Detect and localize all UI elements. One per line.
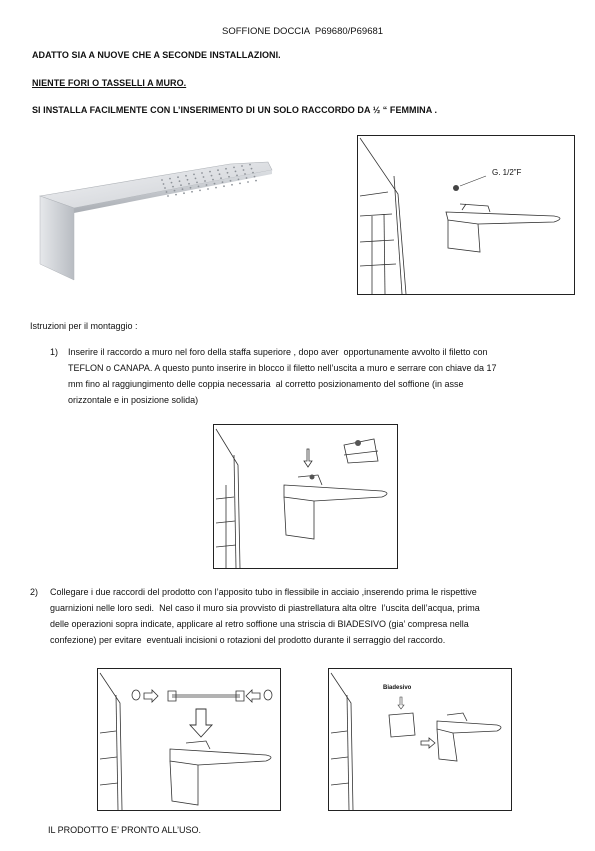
figure-adhesive-strip [328,668,512,811]
step-2-line: confezione) per evitare eventuali incisioni o rotazioni del prodotto durante il serraggio del raccordo. [50,635,446,645]
step-1-line: mm fino al raggiungimento delle coppia necessaria al corretto posizionamento del soffione (in asse [68,379,464,389]
figure-wall-fitting [357,135,575,295]
step-1-text [68,344,588,408]
figure-mounting [213,424,398,569]
step-1-line: Inserire il raccordo a muro nel foro della staffa superiore , dopo aver opportunamente avvolto il filetto con [68,347,488,357]
step-2-line: delle operazioni sopra indicate, applicare al retro soffione una striscia di BIADESIVO (gia’ compresa nella [50,619,469,629]
document-title: SOFFIONE DOCCIA P69680/P69681 [222,26,384,37]
closing-note: IL PRODOTTO E’ PRONTO ALL’USO. [48,825,202,835]
product-photo [30,134,282,292]
adhesive-label: Biadesivo [383,685,412,691]
heading-no-holes: NIENTE FORI O TASSELLI A MURO. [32,78,187,88]
figure-hose-connection [97,668,281,811]
thread-size-label: G. 1/2”F [492,168,522,177]
heading-fitting: SI INSTALLA FACILMENTE CON L’INSERIMENTO DI UN SOLO RACCORDO DA ½ “ FEMMINA . [32,105,438,115]
step-2-line: Collegare i due raccordi del prodotto con l’apposito tubo in flessibile in acciaio ,inserendo prima le rispettive [50,587,477,597]
heading-installations: ADATTO SIA A NUOVE CHE A SECONDE INSTALLAZIONI. [32,50,281,60]
step-1-number: 1) [50,347,59,357]
step-2-text [50,584,590,648]
step-1-line: TEFLON o CANAPA. A questo punto inserire in blocco il filetto nell’uscita a muro e serrare con chiave da 17 [68,363,497,373]
instructions-heading: Istruzioni per il montaggio : [30,321,138,331]
step-2-number: 2) [30,587,39,597]
step-2-line: guarnizioni nelle loro sedi. Nel caso il muro sia provvisto di piastrellatura alta oltre l’uscita dell’acqua, prima [50,603,480,613]
step-1-line: orizzontale e in posizione solida) [68,395,199,405]
